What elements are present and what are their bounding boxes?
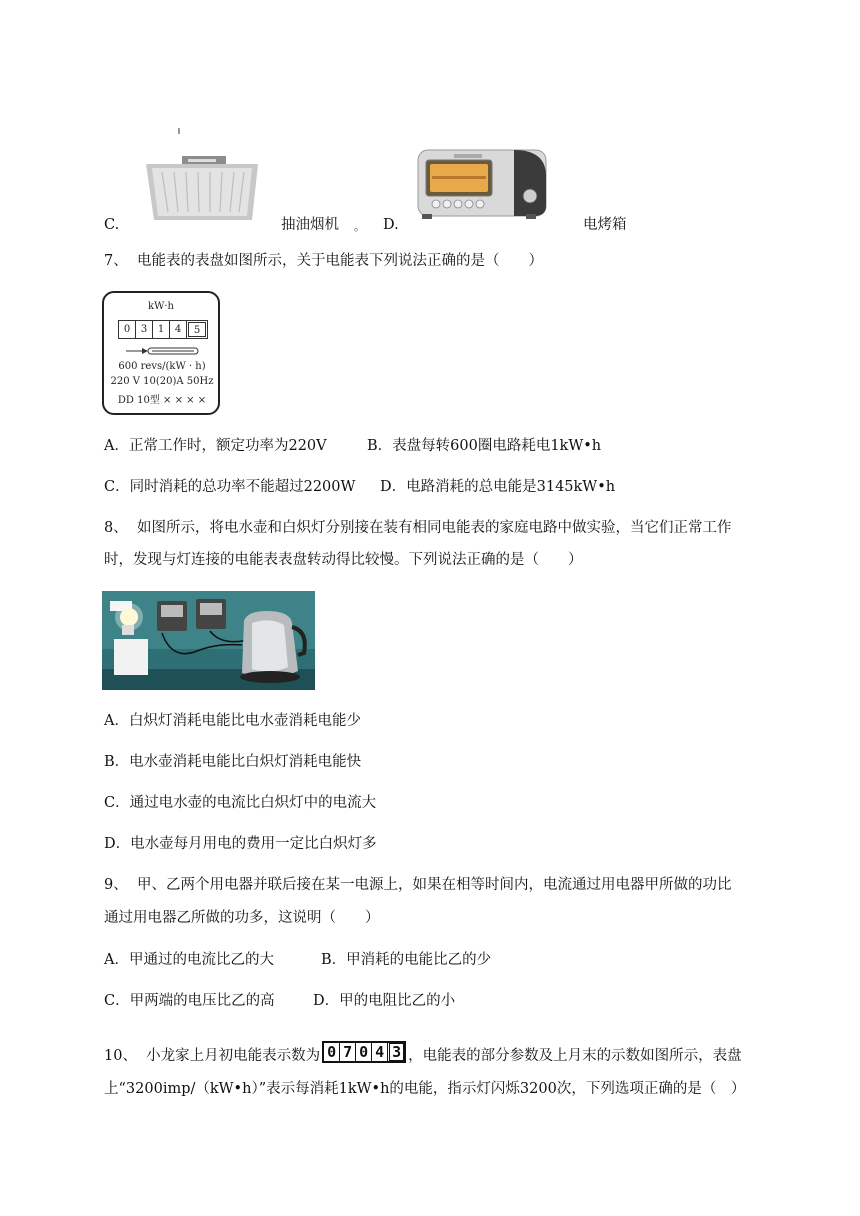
meter-digit-box bbox=[118, 320, 208, 339]
q7-option-a: A．正常工作时，额定功率为220V bbox=[104, 438, 327, 454]
q7-text: 电能表的表盘如图所示，关于电能表下列说法正确的是（ ） bbox=[136, 253, 543, 269]
q8-option-b: B．电水壶消耗电能比白炽灯消耗电能快 bbox=[104, 754, 362, 770]
range-hood-image bbox=[140, 126, 265, 222]
q10-number: 10、 bbox=[104, 1048, 137, 1064]
option-c-letter: C. bbox=[104, 217, 120, 233]
q9-stem-line1 bbox=[104, 875, 731, 895]
q7-option-d: D．电路消耗的总电能是3145kW•h bbox=[380, 479, 616, 495]
q10-text-before: 小龙家上月初电能表示数为 bbox=[146, 1048, 321, 1064]
q8-number: 8、 bbox=[104, 520, 128, 536]
meter-unit: kW·h bbox=[148, 301, 174, 312]
q8-option-d: D．电水壶每月用电的费用一定比白炽灯多 bbox=[104, 836, 377, 852]
q8-option-a: A．白炽灯消耗电能比电水壶消耗电能少 bbox=[104, 713, 361, 729]
option-c-caption: 抽油烟机 bbox=[281, 217, 339, 233]
meter-reading-digit: 0 bbox=[356, 1043, 372, 1061]
q9-text-line2: 通过用电器乙所做的功多，这说明（ ） bbox=[104, 910, 380, 926]
q10-text-line2: 上“3200imp/（kW•h）”表示每消耗1kW•h的电能，指示灯闪烁3200次，下列选项正确的是（ ） bbox=[104, 1081, 746, 1097]
q8-text-line1: 如图所示，将电水壶和白炽灯分别接在装有相同电能表的家庭电路中做实验，当它们正常工作 bbox=[136, 520, 732, 536]
electric-meter-diagram bbox=[102, 291, 220, 415]
q10-text-after: ，电能表的部分参数及上月末的示数如图所示，表盘 bbox=[408, 1048, 742, 1064]
meter-spec-revs: 600 revs/(kW · h) bbox=[118, 361, 206, 372]
meter-digit: 0 bbox=[119, 321, 136, 338]
toaster-oven-image bbox=[414, 146, 550, 222]
meter-digit: 5 bbox=[188, 322, 206, 337]
q8-option-c: C．通过电水壶的电流比白炽灯中的电流大 bbox=[104, 795, 377, 811]
option-d-caption: 电烤箱 bbox=[583, 217, 627, 233]
q9-number: 9、 bbox=[104, 877, 128, 893]
meter-reading-digit-decimal: 3 bbox=[389, 1043, 404, 1061]
q9-text-line1: 甲、乙两个用电器并联后接在某一电源上，如果在相等时间内，电流通过用电器甲所做的功比 bbox=[136, 877, 732, 893]
meter-reading-digit: 0 bbox=[324, 1043, 340, 1061]
q7-option-c: C．同时消耗的总功率不能超过2200W bbox=[104, 479, 356, 495]
q7-stem bbox=[104, 251, 543, 271]
q9-option-b: B．甲消耗的电能比乙的少 bbox=[321, 952, 492, 968]
meter-spec-model: DD 10型 × × × × bbox=[117, 395, 207, 406]
meter-rotor-arrow-icon bbox=[122, 346, 202, 356]
q8-text-line2: 时，发现与灯连接的电能表表盘转动得比较慢。下列说法正确的是（ ） bbox=[104, 552, 583, 568]
option-c-dot: 。 bbox=[354, 220, 365, 233]
q10-stem-line1 bbox=[104, 1045, 742, 1067]
q7-number: 7、 bbox=[104, 253, 128, 269]
q8-stem-line1 bbox=[104, 518, 731, 538]
meter-digit: 1 bbox=[153, 321, 170, 338]
meter-digit: 3 bbox=[136, 321, 153, 338]
meter-reading-digit: 7 bbox=[340, 1043, 356, 1061]
meter-reading-box bbox=[322, 1041, 406, 1063]
q9-option-c: C．甲两端的电压比乙的高 bbox=[104, 993, 275, 1009]
q9-option-d: D．甲的电阻比乙的小 bbox=[313, 993, 456, 1009]
meter-reading-digit: 4 bbox=[372, 1043, 388, 1061]
q9-option-a: A．甲通过的电流比乙的大 bbox=[104, 952, 274, 968]
option-d-letter: D. bbox=[383, 217, 399, 233]
experiment-photo bbox=[102, 591, 315, 690]
meter-digit: 4 bbox=[170, 321, 187, 338]
q7-option-b: B．表盘每转600圈电路耗电1kW•h bbox=[367, 438, 602, 454]
meter-spec-voltage: 220 V 10(20)A 50Hz bbox=[110, 376, 214, 387]
